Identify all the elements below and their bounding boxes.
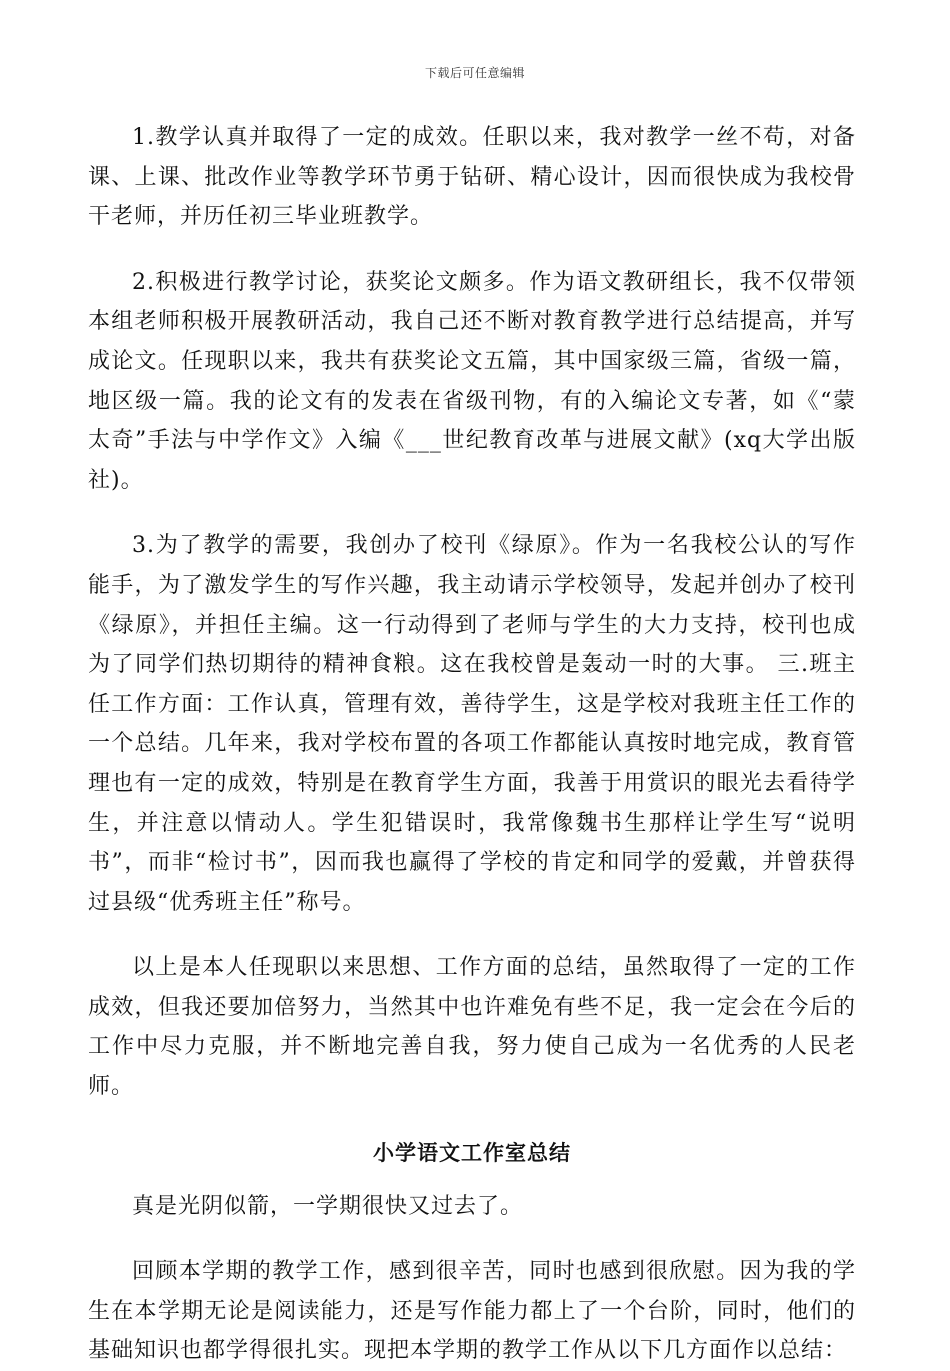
paragraph-semester-intro: 真是光阴似箭，一学期很快又过去了。: [132, 1193, 524, 1219]
paragraph-school-journal: 3.为了教学的需要，我创办了校刊《绿原》。作为一名我校公认的写作能手，为了激发学生的写作兴趣，我主动请示学校领导，发起并创办了校刊《绿原》，并担任主编。这一行动得到了老师与学生的大力支持，校刊也成为了同学们热切期待的精神食粮。这在我校曾是轰动一时的大事。 三.班主任工作方面：工作认真，管理有效，善待学生，这是学校对我班主任工作的一个总结。几年来，我对学校布置的各项工作都能认真按时地完成，教育管理也有一定的成效，特别是在教育学生方面，我善于用赏识的眼光去看待学生，并注意以情动人。学生犯错误时，我常像魏书生那样让学生写“说明书”，而非“检讨书”，因而我也赢得了学校的肯定和同学的爱戴，并曾获得过县级“优秀班主任”称号。: [88, 533, 856, 915]
page-header: 下载后可任意编辑: [424, 66, 525, 80]
paragraph-semester-review: 回顾本学期的教学工作，感到很辛苦，同时也感到很欣慰。因为我的学生在本学期无论是阅读能力，还是写作能力都上了一个台阶，同时，他们的基础知识也都学得很扎实。现把本学期的教学工作从以下几方面作以总结：: [88, 1259, 856, 1364]
section-title: 小学语文工作室总结: [373, 1140, 571, 1165]
paragraph-research-papers: 2.积极进行教学讨论，获奖论文颇多。作为语文教研组长，我不仅带领本组老师积极开展教研活动，我自己还不断对教育教学进行总结提高，并写成论文。任现职以来，我共有获奖论文五篇，其中国家级三篇，省级一篇，地区级一篇。我的论文有的发表在省级刊物，有的入编论文专著，如《“蒙太奇”手法与中学作文》入编《___世纪教育改革与进展文献》(xq大学出版社)。: [88, 269, 856, 493]
paragraph-conclusion: 以上是本人任现职以来思想、工作方面的总结，虽然取得了一定的工作成效，但我还要加倍努力，当然其中也许难免有些不足，我一定会在今后的工作中尽力克服，并不断地完善自我，努力使自己成为一名优秀的人民老师。: [88, 955, 856, 1100]
paragraph-teaching-results: 1.教学认真并取得了一定的成效。任职以来，我对教学一丝不苟，对备课、上课、批改作业等教学环节勇于钻研、精心设计，因而很快成为我校骨干老师，并历任初三毕业班教学。: [88, 125, 856, 230]
document-body: [88, 118, 856, 1371]
